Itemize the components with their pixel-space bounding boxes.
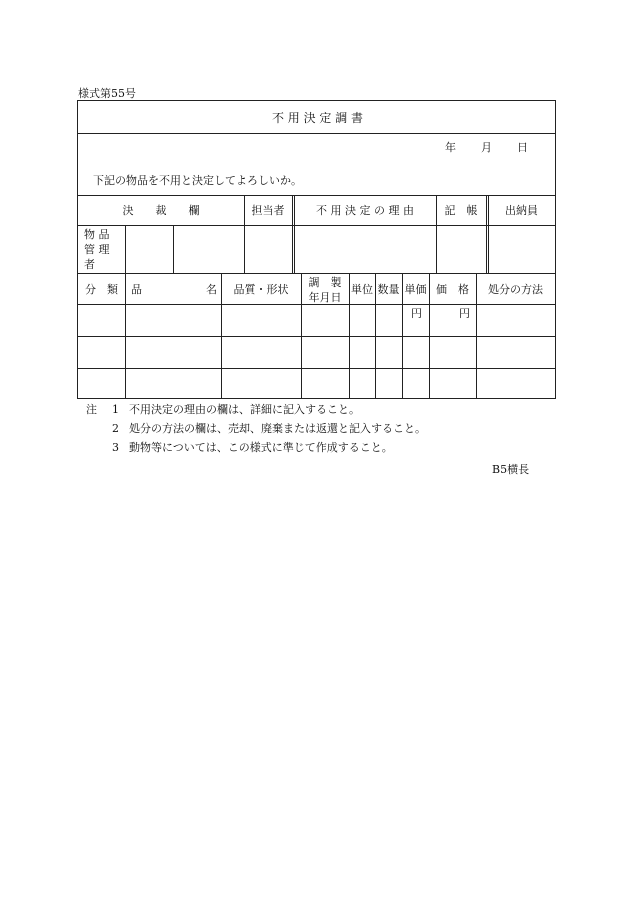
- approval-statement: 下記の物品を不用と決定してよろしいか。: [93, 174, 302, 187]
- note-1-number: 1: [112, 403, 119, 416]
- manager-label-line3: 者: [84, 258, 95, 271]
- price-yen-label: 円: [459, 307, 470, 320]
- cashier-header: 出納員: [505, 204, 538, 217]
- note-1-text: 不用決定の理由の欄は、詳細に記入すること。: [129, 403, 360, 416]
- paper-size-label: B5横長: [492, 463, 530, 476]
- price-header: 価 格: [436, 283, 469, 296]
- form-title: 不 用 決 定 調 書: [271, 111, 364, 125]
- date-year-label: 年: [445, 141, 456, 154]
- category-header: 分 類: [85, 283, 118, 296]
- notes-label: 注: [86, 403, 97, 416]
- item-name-header-right: 名: [206, 283, 217, 296]
- unit-header: 単位: [351, 283, 373, 296]
- note-3-text: 動物等については、この様式に準じて作成すること。: [129, 441, 393, 454]
- manager-label-line2: 管 理: [84, 243, 110, 256]
- form-number: 様式第55号: [78, 87, 136, 100]
- unit-price-header: 単価: [404, 283, 427, 296]
- preparation-date-header-bottom: 年月日: [308, 291, 342, 304]
- date-month-label: 月: [481, 141, 492, 154]
- preparation-date-header-top: 調 製: [308, 276, 342, 289]
- disposal-reason-header: 不 用 決 定 の 理 由: [316, 204, 414, 217]
- ledger-header: 記 帳: [444, 204, 478, 217]
- item-name-header-left: 品: [131, 283, 142, 296]
- disposal-method-header: 処分の方法: [488, 283, 543, 296]
- note-3-number: 3: [112, 441, 119, 454]
- person-in-charge-header: 担当者: [251, 204, 285, 217]
- quality-shape-header: 品質・形状: [233, 283, 289, 296]
- manager-label-line1: 物 品: [84, 228, 110, 241]
- note-2-number: 2: [112, 422, 119, 435]
- approval-column-header: 決 裁 欄: [122, 204, 200, 217]
- quantity-header: 数量: [377, 283, 400, 296]
- disposal-form-table: [77, 100, 556, 399]
- unit-price-yen-label: 円: [411, 307, 422, 320]
- date-day-label: 日: [517, 141, 528, 154]
- note-2-text: 処分の方法の欄は、売却、廃棄または返還と記入すること。: [129, 422, 426, 435]
